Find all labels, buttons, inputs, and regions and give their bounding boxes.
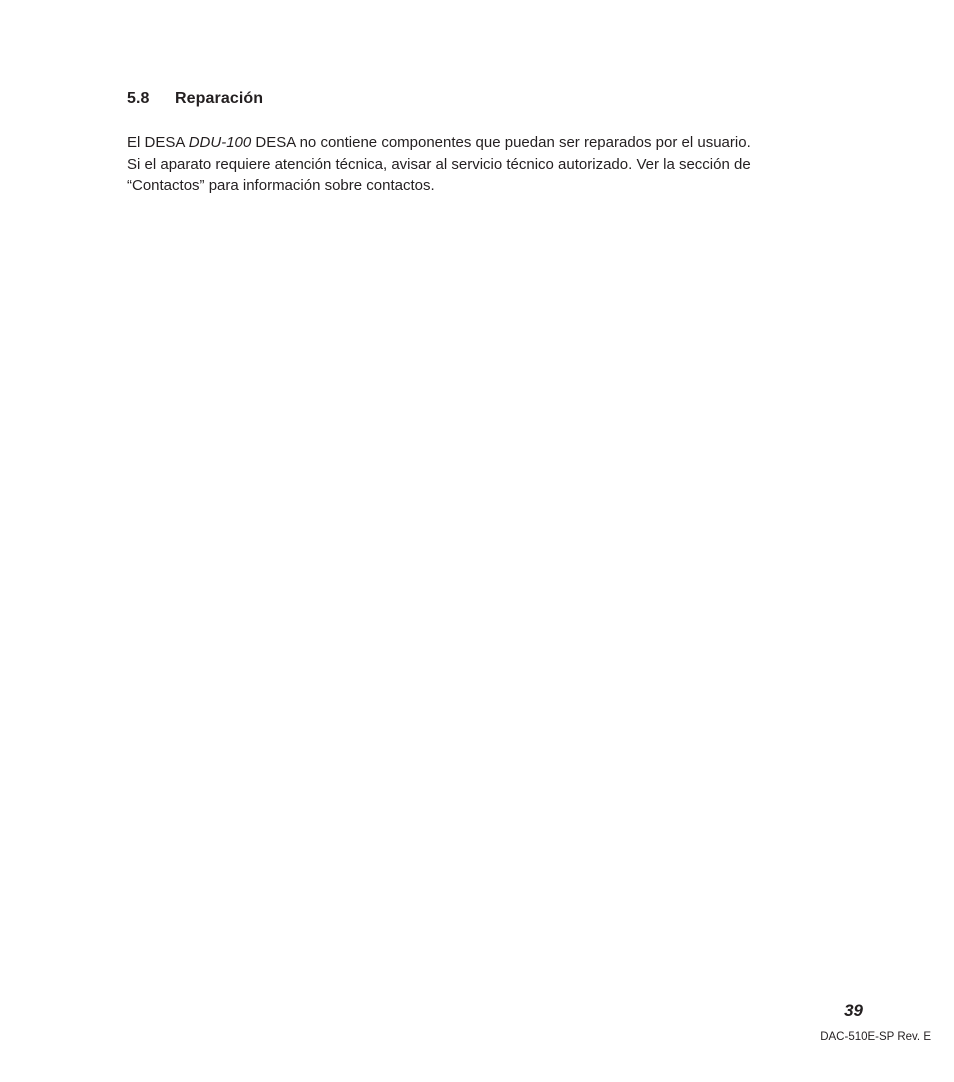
section-title: Reparación: [175, 90, 264, 107]
body-line-1-prefix: El DESA: [127, 134, 189, 151]
product-name: DDU-100: [188, 134, 252, 151]
section-number: 5.8: [127, 90, 150, 107]
body-line-1-suffix: DESA no contiene componentes que puedan ser reparados por el usuario.: [251, 134, 751, 151]
page-number: 39: [844, 1001, 863, 1020]
document-reference: DAC-510E-SP Rev. E: [820, 1031, 931, 1043]
body-line-2: Si el aparato requiere atención técnica, avisar al servicio técnico autorizado. Ver la sección de: [127, 155, 751, 173]
body-paragraph: [127, 132, 807, 197]
body-line-1: [127, 132, 807, 154]
section-heading: [127, 90, 263, 108]
body-line-3: “Contactos” para información sobre contactos.: [127, 177, 435, 194]
